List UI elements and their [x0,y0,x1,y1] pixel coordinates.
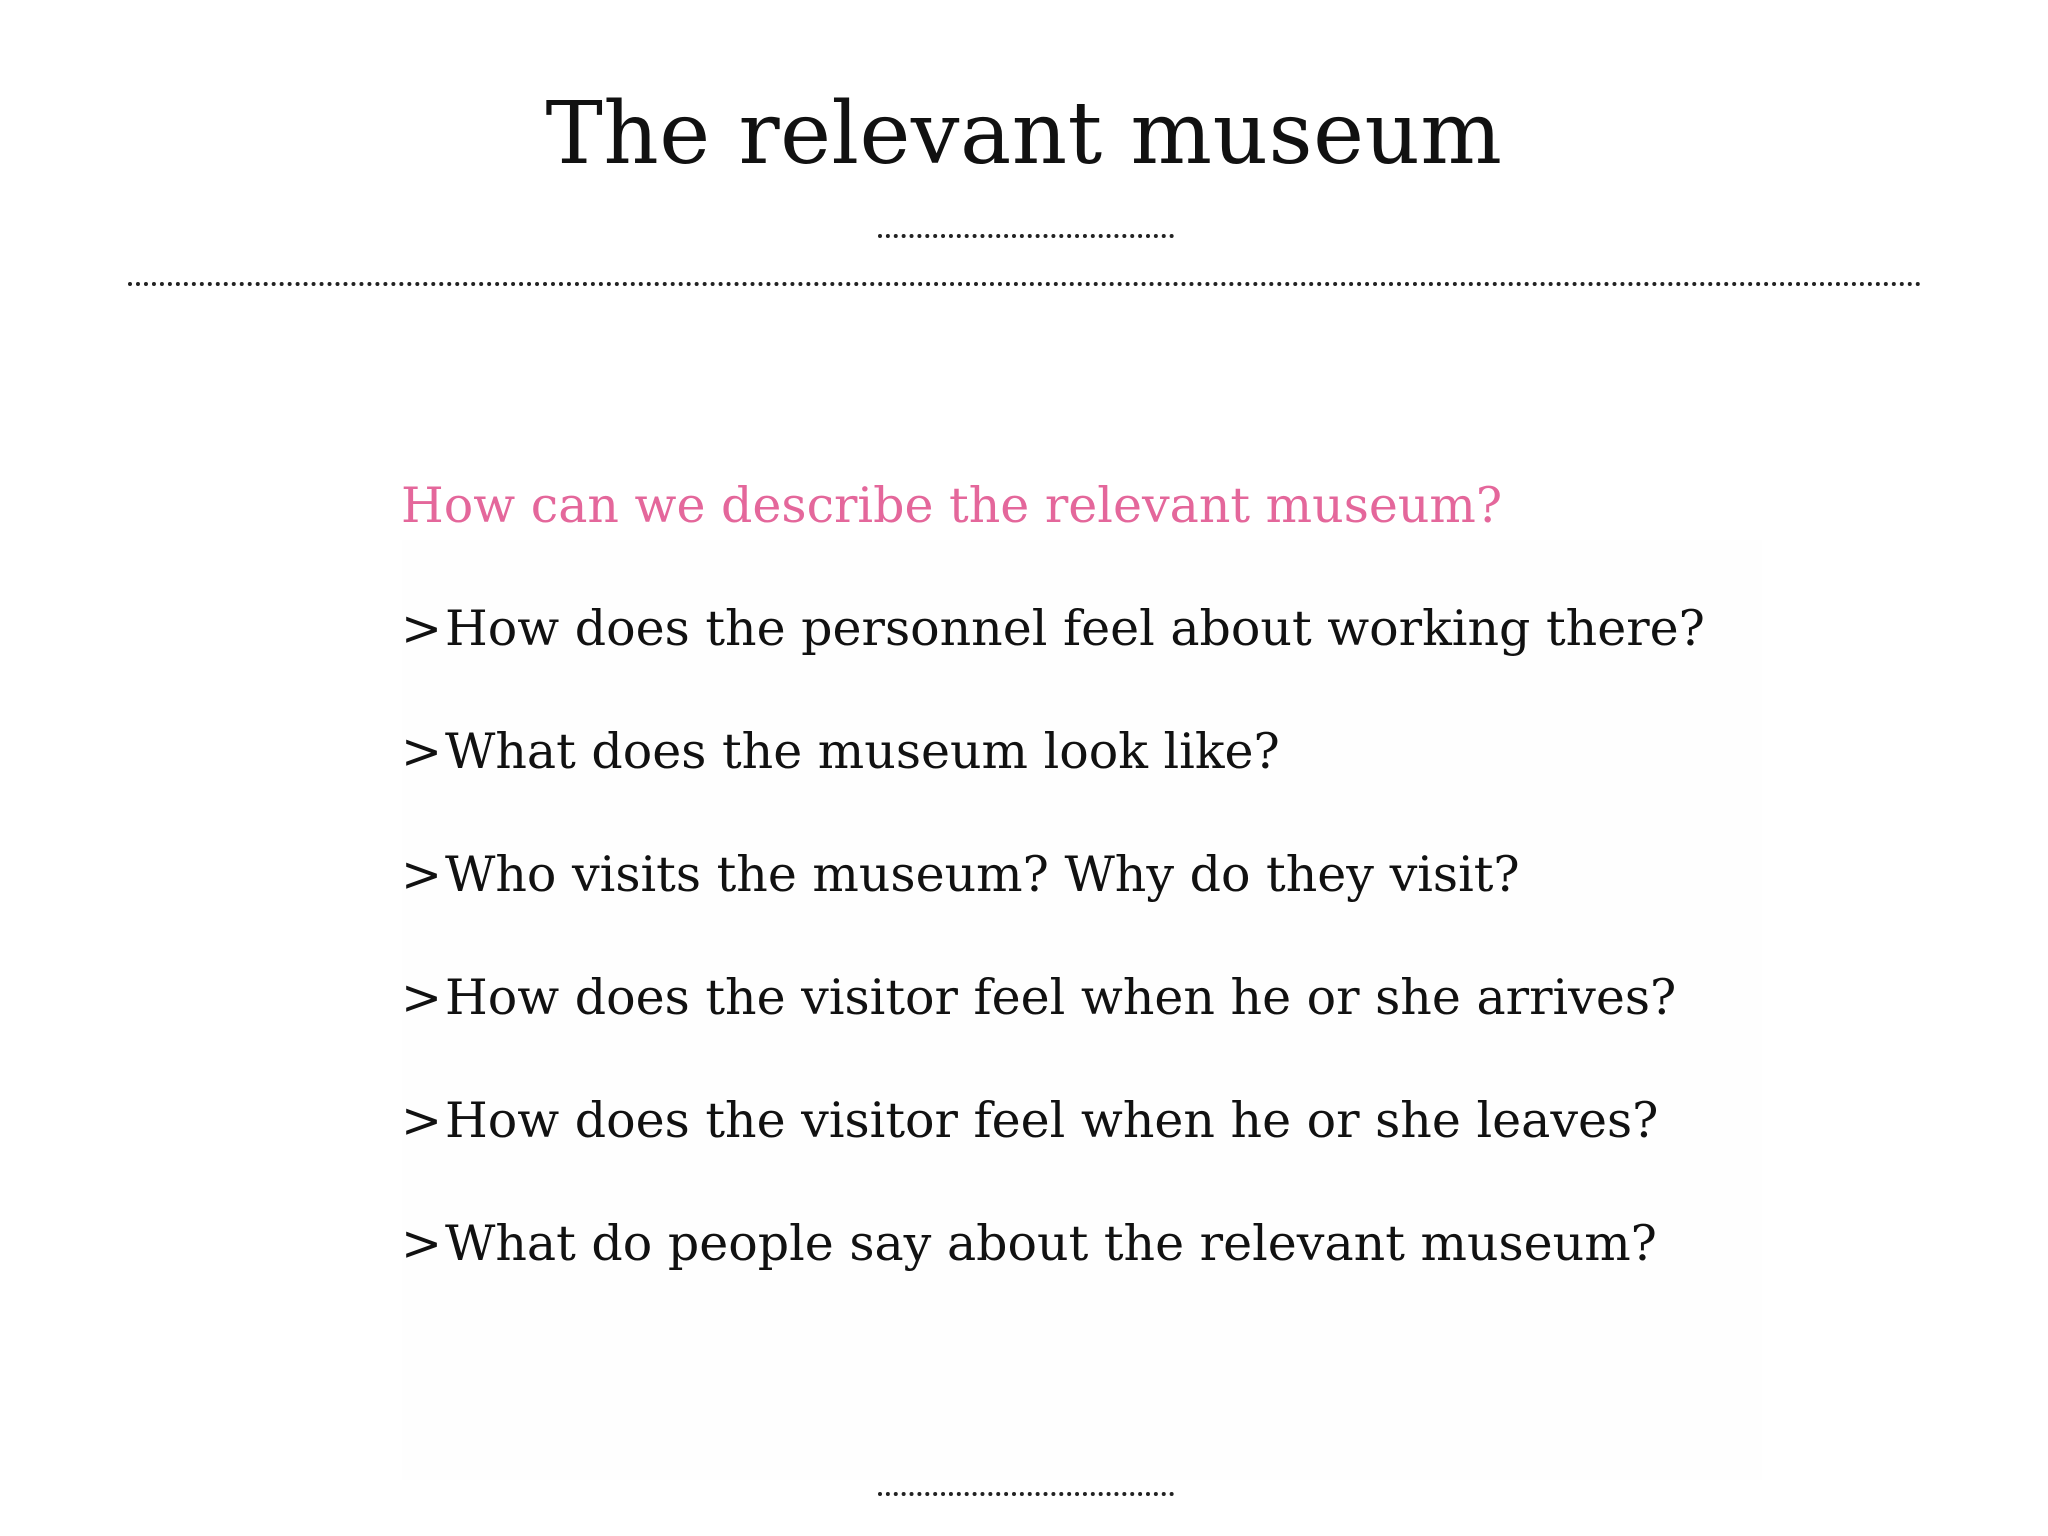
bullet-marker: > [401,969,443,1026]
question-text: What does the museum look like? [445,723,1280,780]
question-text: How does the personnel feel about working there? [445,600,1705,657]
question-item [401,720,1280,784]
bullet-marker: > [401,1215,443,1272]
question-text: What do people say about the relevant museum? [445,1215,1657,1272]
bullet-marker: > [401,1092,443,1149]
question-text: How does the visitor feel when he or she arrives? [445,969,1677,1026]
bullet-marker: > [401,723,443,780]
bullet-marker: > [401,600,443,657]
question-text: How does the visitor feel when he or she leaves? [445,1092,1659,1149]
question-item [401,1212,1657,1276]
header-dotted-rule [128,282,1922,286]
question-text: Who visits the museum? Why do they visit? [445,846,1520,903]
lead-question: How can we describe the relevant museum? [401,477,1503,534]
question-item [401,966,1676,1030]
question-item [401,843,1520,907]
slide-title: The relevant museum [545,84,1503,184]
footer-dotted-divider [878,1492,1174,1496]
title-dotted-divider [878,234,1174,238]
bullet-marker: > [401,846,443,903]
question-item [401,597,1705,661]
question-item [401,1089,1658,1153]
